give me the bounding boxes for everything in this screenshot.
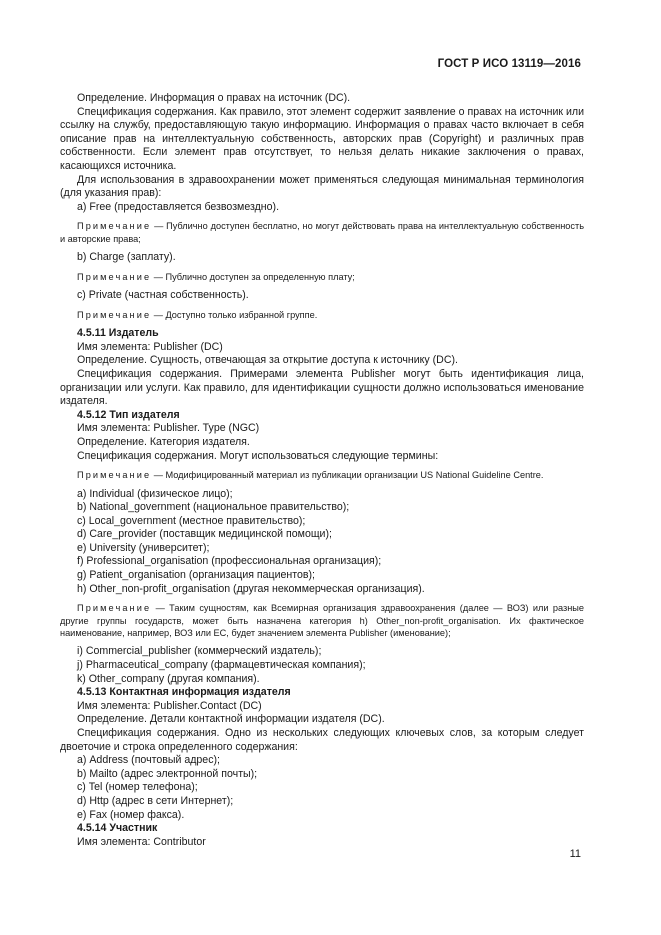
note-label: Примечание [77, 470, 152, 481]
note-paragraph [60, 602, 584, 639]
body-paragraph: Определение. Категория издателя. [77, 435, 250, 448]
note-paragraph [60, 309, 584, 321]
body-paragraph: Определение. Детали контактной информации издателя (DC). [77, 713, 385, 726]
section-heading: 4.5.11 Издатель [77, 327, 159, 340]
body-paragraph: Имя элемента: Publisher. Type (NGC) [77, 422, 260, 435]
body-paragraph: Имя элемента: Publisher (DC) [77, 340, 223, 353]
body-paragraph: Определение. Информация о правах на источник (DC). [77, 92, 351, 104]
note-text: — Публично доступен бесплатно, но могут действовать права на интеллектуальную собственность и авторские права; [60, 221, 584, 244]
body-paragraph: h) Other_non-profit_organisation (другая некоммерческая организация). [77, 582, 425, 595]
body-paragraph: j) Pharmaceutical_company (фармацевтическая компания); [77, 659, 366, 672]
note-text: — Доступно только избранной группе. [151, 309, 318, 320]
body-paragraph: с) Local_government (местное правительство); [77, 514, 306, 527]
body-paragraph: а) Address (почтовый адрес); [77, 754, 220, 767]
page-number: 11 [569, 848, 581, 860]
page-body [60, 92, 584, 849]
note-paragraph [60, 469, 584, 481]
body-paragraph: Определение. Сущность, отвечающая за открытие доступа к источнику (DC). [77, 354, 458, 367]
body-paragraph: d) Http (адрес в сети Интернет); [77, 795, 234, 807]
body-paragraph: Спецификация содержания. Как правило, этот элемент содержит заявление о правах на источник или ссылку на службу, предоставляющую такую информацию. Информация о правах часто включает в себя описание прав на интеллектуальную собственность, авторских прав (Copyright) и различных прав собственности. Если элемент прав отсутствует, то нельзя делать никакие заключения о правах, касающихся источника. [60, 105, 584, 172]
body-paragraph: с) Private (частная собственность). [77, 289, 249, 302]
body-paragraph: k) Other_company (другая компания). [77, 672, 260, 685]
body-paragraph: f) Professional_organisation (профессиональная организация); [77, 555, 382, 568]
body-paragraph: с) Tel (номер телефона); [77, 781, 198, 794]
note-label: Примечание [77, 309, 152, 320]
note-paragraph [60, 271, 584, 283]
body-paragraph: Спецификация содержания. Одно из нескольких следующих ключевых слов, за которым следует двоеточие и строка определенного содержания: [60, 727, 584, 753]
document-header: ГОСТ Р ИСО 13119—2016 [437, 58, 581, 70]
body-paragraph: g) Patient_organisation (организация пациентов); [77, 569, 315, 582]
section-heading: 4.5.14 Участник [77, 822, 158, 835]
body-paragraph: b) National_government (национальное правительство); [77, 501, 350, 514]
body-paragraph: Имя элемента: Contributor [77, 835, 206, 848]
body-paragraph: Спецификация содержания. Могут использоваться следующие термины: [77, 449, 439, 462]
section-heading: 4.5.13 Контактная информация издателя [77, 686, 291, 699]
body-paragraph: Спецификация содержания. Примерами элемента Publisher могут быть идентификация лица, организации или услуги. Как правило, для идентификации сущности должно использоваться именование издателя. [60, 367, 584, 408]
note-text: — Публично доступен за определенную плату; [151, 271, 355, 282]
body-paragraph: а) Individual (физическое лицо); [77, 487, 233, 500]
note-label: Примечание [77, 603, 152, 614]
note-label: Примечание [77, 221, 152, 232]
body-paragraph: а) Free (предоставляется безвозмездно). [77, 200, 280, 213]
body-paragraph: d) Care_provider (поставщик медицинской помощи); [77, 528, 332, 541]
body-paragraph: i) Commercial_publisher (коммерческий издатель); [77, 645, 322, 658]
note-label: Примечание [77, 271, 152, 282]
body-paragraph: Для использования в здравоохранении может применяться следующая минимальная терминология (для указания прав): [60, 173, 584, 200]
body-paragraph: b) Charge (заплату). [77, 251, 176, 264]
note-paragraph [60, 220, 584, 245]
section-heading: 4.5.12 Тип издателя [77, 408, 180, 421]
body-paragraph: е) University (университет); [77, 541, 210, 554]
body-paragraph: е) Fax (номер факса). [77, 808, 185, 821]
note-text: — Таким сущностям, как Всемирная организация здравоохранения (далее — ВОЗ) или разные другие группы государств, может быть назначена категория h) Other_non-profit_organisation. Их фактическое наименование, например, ВОЗ или ЕС, будет значением элемента Publisher (именование); [60, 603, 584, 639]
body-paragraph: b) Mailto (адрес электронной почты); [77, 767, 258, 780]
note-text: — Модифицированный материал из публикации организации US National Guideline Centre. [151, 470, 544, 481]
body-paragraph: Имя элемента: Publisher.Contact (DC) [77, 699, 262, 712]
